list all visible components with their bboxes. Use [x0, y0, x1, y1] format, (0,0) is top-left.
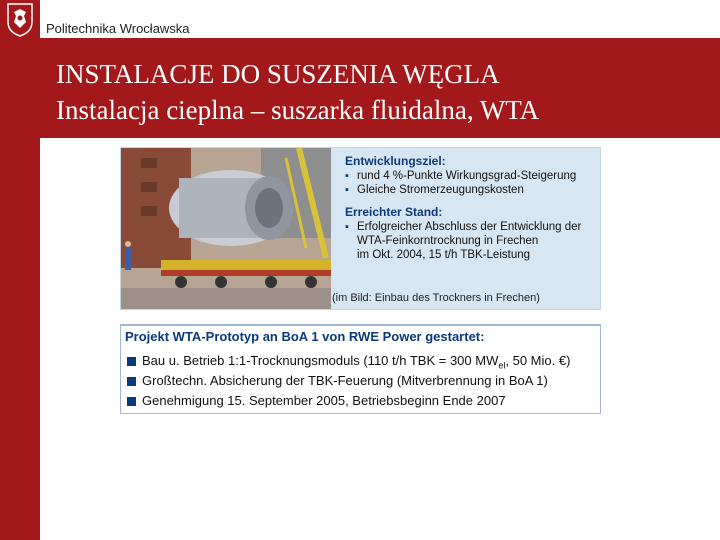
left-brand-bar — [0, 0, 40, 540]
status-heading: Erreichter Stand: — [345, 205, 443, 219]
development-panel — [120, 147, 601, 310]
slide-title-line2: Instalacja cieplna – suszarka fluidalna, WTA — [56, 95, 540, 125]
photo-caption: (im Bild: Einbau des Trockners in Frechen) — [332, 292, 540, 304]
goal-item: ▪ Gleiche Stromerzeugungskosten — [345, 183, 601, 197]
status-item: ▪ Erfolgreicher Abschluss der Entwicklung der — [345, 220, 601, 234]
university-name: Politechnika Wrocławska — [46, 21, 190, 36]
project-item-tail: , 50 Mio. €) — [505, 353, 571, 368]
goal-item: ▪ rund 4 %-Punkte Wirkungsgrad-Steigerung — [345, 169, 601, 183]
project-panel — [120, 324, 601, 414]
slide-title-line1: INSTALACJE DO SUSZENIA WĘGLA — [56, 59, 500, 89]
eagle-crest-icon — [0, 0, 40, 38]
project-list — [125, 352, 570, 412]
project-item: Genehmigung 15. September 2005, Betriebsbeginn Ende 2007 — [125, 392, 570, 412]
project-item — [125, 352, 570, 372]
development-text — [345, 154, 601, 262]
dryer-installation-photo — [121, 148, 331, 309]
slide-title — [56, 56, 539, 128]
project-item: Großtechn. Absicherung der TBK-Feuerung (Mitverbrennung in BoA 1) — [125, 372, 570, 392]
goal-list — [345, 169, 601, 197]
project-item-subscript: el — [498, 360, 506, 371]
project-item-text: Bau u. Betrieb 1:1-Trocknungsmoduls (110 t/h TBK = 300 MW — [142, 353, 499, 368]
status-item-continuation: im Okt. 2004, 15 t/h TBK-Leistung — [357, 249, 531, 261]
university-logo — [0, 0, 40, 38]
status-list — [345, 220, 601, 234]
goal-heading: Entwicklungsziel: — [345, 154, 446, 168]
status-item-continuation: WTA-Feinkorntrocknung in Frechen — [357, 235, 539, 247]
project-title: Projekt WTA-Prototyp an BoA 1 von RWE Power gestartet: — [125, 329, 485, 344]
